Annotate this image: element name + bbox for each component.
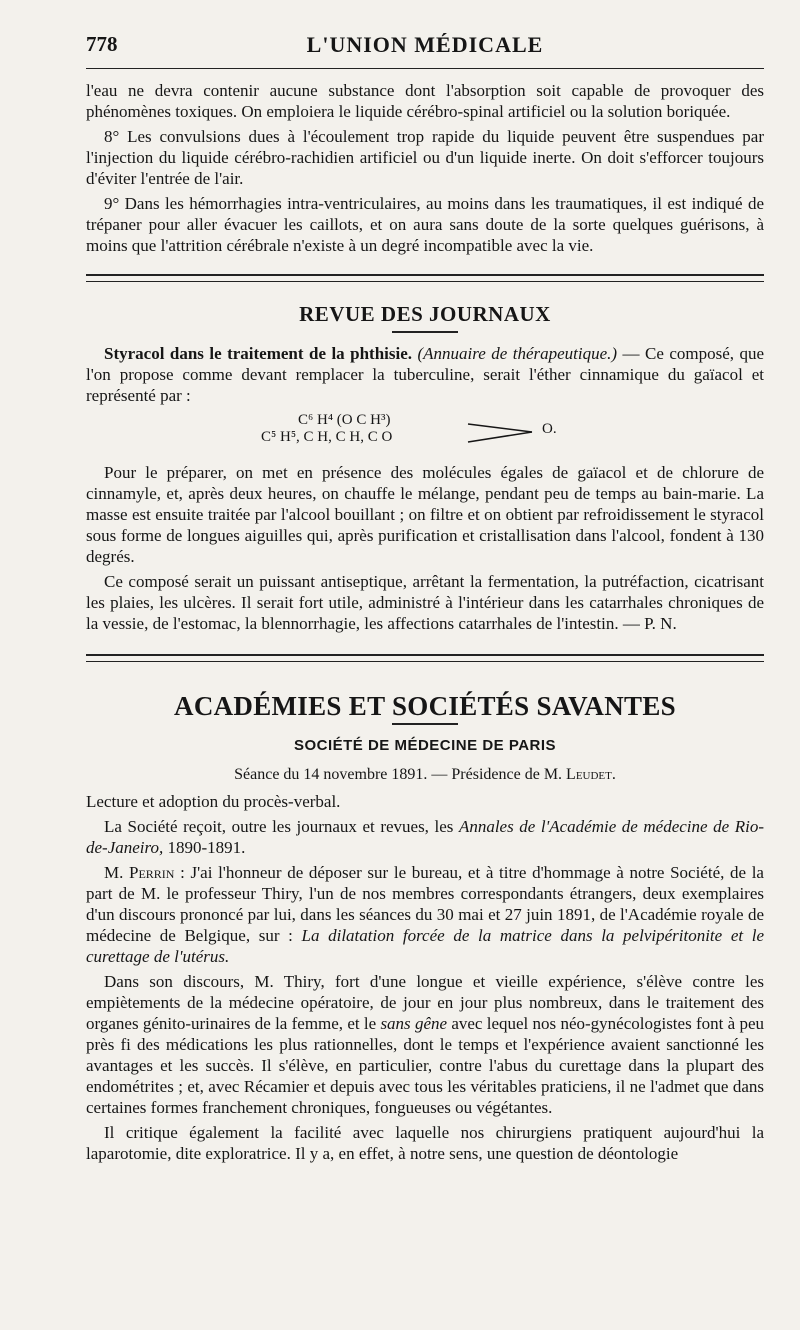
paragraph-point-8: 8° Les convulsions dues à l'écoulement trop rapide du liquide peuvent être suspendues par l'injection du liquide cérébro-rachidien artificiel ou d'un liquide inerte. On doit s'efforcer toujours d'éviter l'entrée de l'air. [86, 127, 764, 188]
section-divider-2 [86, 654, 764, 662]
thiry-discourse: Dans son discours, M. Thiry, fort d'une longue et vieille expérience, s'élève contre les empiètements de la médecine opératoire, de jour en jour plus nombreux, dans le traitement des organes génito-urinaires de la femme, et le sans gêne avec lequel nos néo-gynécologistes font à peu près fi des médications les plus rationnelles, dont le temps et l'expérience avaient sanctionné les avantages et les succès. Il s'élève, en particulier, contre l'abus du curettage dans la plupart des endométrites ; et, avec Récamier et depuis avec tous les véritables praticiens, il ne l'admet que dans certaines formes franchement chroniques, fongueuses ou végétantes. [86, 972, 764, 1117]
paragraph-point-9: 9° Dans les hémorrhagies intra-ventriculaires, au moins dans les traumatiques, il est indiqué de trépaner pour aller évacuer les caillots, et on aura sans doute de la sorte quelques guérisons, à moins que l'attrition cérébrale n'existe à un degré incompatible avec la vie. [86, 194, 764, 255]
title-underline-2 [392, 723, 458, 725]
running-title: L'UNION MÉDICALE [306, 32, 544, 57]
received-journals: La Société reçoit, outre les journaux et revues, les Annales de l'Académie de médecine de Rio-de-Janeiro, 1890-1891. [86, 817, 765, 857]
society-name: SOCIÉTÉ DE MÉDECINE DE PARIS [293, 737, 557, 754]
formula-line-1: C⁶ H⁴ (O C H³) [298, 412, 391, 428]
article-styracol-intro [86, 343, 764, 406]
title-underline [392, 331, 458, 333]
minutes-adoption: Lecture et adoption du procès-verbal. [86, 792, 341, 811]
section-divider [86, 274, 764, 282]
discourse-title: La dilatation forcée de la matrice dans la pelvipéritonite et le curettage de l'utérus. [86, 926, 764, 966]
article-properties: Ce composé serait un puissant antiseptique, arrêtant la fermentation, la putréfaction, cicatrisant les plaies, les ulcères. Il serait fort utile, administré à l'intérieur dans les catarrhales chroniques de la vessie, de l'estomac, la blennorrhagie, les affections catarrhales de l'intestin. — P. N. [86, 572, 764, 633]
page-header [86, 28, 764, 69]
laparotomy-critique: Il critique également la facilité avec laquelle nos chirurgiens pratiquent aujourd'hui la laparotomie, dite exploratrice. Il y a, en effet, à notre sens, une question de déontologie [86, 1123, 764, 1163]
article-title: Styracol dans le traitement de la phthisie. [104, 344, 413, 363]
formula-line-2: C⁵ H⁵, C H, C H, C O [261, 429, 393, 445]
article-intro-text: — Ce composé, que l'on propose comme devant remplacer la tuberculine, serait l'éther cinnamique du gaïacol et représenté par : [86, 344, 765, 405]
paragraph-continued: l'eau ne devra contenir aucune substance dont l'absorption soit capable de provoquer des phénomènes toxiques. On emploiera le liquide cérébro-spinal artificiel ou la solution boriquée. [86, 81, 764, 121]
section-title-revue: REVUE DES JOURNAUX [299, 302, 551, 326]
page-number: 778 [86, 32, 118, 56]
section-title-academies: ACADÉMIES ET SOCIÉTÉS SAVANTES [174, 691, 676, 721]
annales-title: Annales de l'Académie de médecine de Rio-de-Janeiro, [86, 817, 765, 857]
chemical-formula [86, 412, 764, 456]
bond-arrow-icon [466, 416, 538, 444]
article-source: (Annuaire de thérapeutique.) [417, 344, 618, 363]
article-preparation: Pour le préparer, on met en présence des molécules égales de gaïacol et de chlorure de cinnamyle, et, après deux heures, on chauffe le mélange, pendant peu de temps au bain-marie. La masse est ensuite traitée par l'alcool bouillant ; on filtre et on obtient par refroidissement le styracol sous forme de longues aiguilles qui, après purification et cristallisation dans l'alcool, fondent à 130 degrés. [86, 463, 764, 566]
president-name: Leudet [566, 766, 612, 783]
formula-oxygen: O. [542, 421, 557, 437]
seance-line: Séance du 14 novembre 1891. — Présidence de M. Leudet. [234, 766, 616, 783]
main-column [86, 80, 764, 1168]
perrin-deposit: M. Perrin : J'ai l'honneur de déposer sur le bureau, et à titre d'hommage à notre Société, de la part de M. le professeur Thiry, l'un de nos membres correspondants étrangers, deux exemplaires d'un discours prononcé par lui, dans les séances du 30 mai et 27 juin 1891, de l'Académie royale de médecine de Belgique, sur : La dilatation forcée de la matrice dans la pelvipéritonite et le curettage de l'utérus. [86, 863, 764, 966]
speaker-name: M. Perrin [104, 863, 175, 882]
